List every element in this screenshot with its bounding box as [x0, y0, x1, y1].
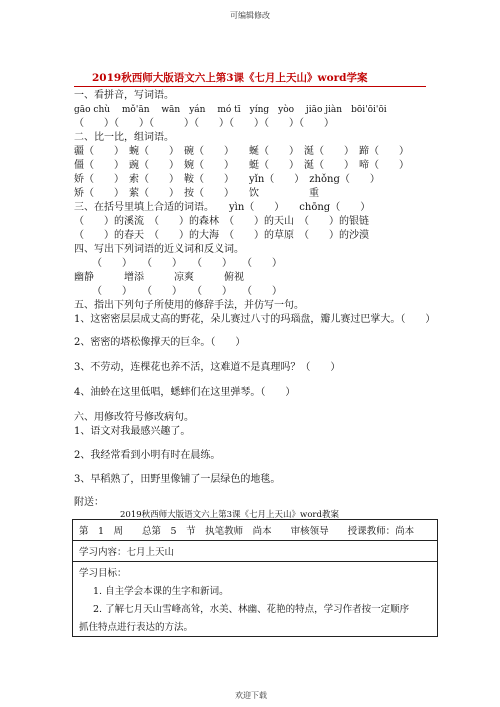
lesson-plan-table [72, 519, 438, 637]
compare-row-4: 矫（ ） 萦（ ） 按（ ） 饮 重 [74, 188, 319, 199]
compare-row-1: 疆（ ） 蜿（ ） 碗（ ） 蜒（ ） 涎（ ） 蹄（ ） [74, 146, 409, 157]
goal-2-line-2: 抓住特点进行表达的方法。 [79, 622, 194, 633]
synonym-words: 幽静 增添 凉爽 俯视 [74, 272, 244, 283]
week-info-cell: 第 1 周 总第 5 节 执笔教师 尚本 审核领导 授课教师：尚本 [73, 520, 438, 541]
section-2-heading: 二、比一比，组词语。 [74, 132, 174, 143]
correction-q3: 3、早稻熟了，田野里像铺了一层绿色的地毯。 [74, 474, 281, 485]
compare-row-2: 僵（ ） 豌（ ） 婉（ ） 蜓（ ） 涎（ ） 啼（ ） [74, 160, 409, 171]
rhetoric-q3: 3、不劳动，连棵花也养不活，这难道不是真理吗？（ ） [74, 362, 341, 373]
section-6-heading: 六、用修改符号修改病句。 [74, 412, 194, 423]
goals-heading: 学习目标： [79, 568, 127, 579]
content-cell: 学习内容：七月上天山 [73, 541, 438, 562]
section-1-heading: 一、看拼音，写词语。 [74, 90, 174, 101]
goal-2-line-1: 2. 了解七月天山雪峰高耸，水美、林幽、花艳的特点，学习作者按一定顺序 [93, 604, 410, 615]
goal-1: 1. 自主学会本课的生字和新词。 [93, 586, 229, 597]
antonym-blanks: （ ） （ ） （ ） （ ） [92, 286, 282, 297]
table-row [73, 520, 438, 541]
footer-note: 欢迎下载 [235, 691, 267, 700]
title-divider [74, 86, 426, 87]
correction-q2: 2、我经常看到小明有时在晨练。 [74, 450, 221, 461]
compare-row-3: 娇（ ） 索（ ） 鞍（ ） yǐn（ ） zhǒng（ ） [74, 174, 380, 185]
table-row [73, 562, 438, 637]
section-4-heading: 四、写出下列词语的近义词和反义词。 [74, 244, 244, 255]
fill-row-2: （ ）的春天 （ ）的大海 （ ）的草原 （ ）的沙漠 [74, 230, 369, 241]
rhetoric-q4: 4、油蛉在这里低唱，蟋蟀们在这里弹琴。（ ） [74, 387, 296, 398]
rhetoric-q2: 2、密密的塔松像撑天的巨伞。（ ） [74, 337, 246, 348]
goals-cell [73, 562, 438, 637]
pinyin-row: gāo chù mǒ'ān wān yán mó tī yíng yòo jiāo jiàn bōi'ōi'ōi [74, 105, 387, 115]
synonym-blanks: （ ） （ ） （ ） （ ） [92, 258, 282, 269]
rhetoric-q1: 1、这密密层层成丈高的野花，朵儿赛过八寸的玛瑙盘，瓣儿赛过巴掌大。（ ） [74, 314, 436, 325]
appendix-label: 附送： [74, 497, 104, 508]
section-5-heading: 五、指出下列句子所使用的修辞手法，并仿写一句。 [74, 300, 304, 311]
table-row [73, 541, 438, 562]
lesson-plan-title: 2019秋西师大版语文六上第3课《七月上天山》word教案 [120, 510, 339, 520]
section-3-heading: 三、在括号里填上合适的词语。 yìn（ ） chōng（ ） [74, 202, 371, 213]
fill-row-1: （ ）的溪流 （ ）的森林 （ ）的天山 （ ）的银链 [74, 216, 369, 227]
pinyin-blanks: （ ）（ ）（ ）（ ）（ ）（ ）（ ） [74, 118, 334, 129]
correction-q1: 1、语文对我最感兴趣了。 [74, 426, 191, 437]
page-title: 2019秋西师大版语文六上第3课《七月上天山》word学案 [92, 72, 368, 84]
header-note: 可编辑修改 [230, 11, 270, 20]
